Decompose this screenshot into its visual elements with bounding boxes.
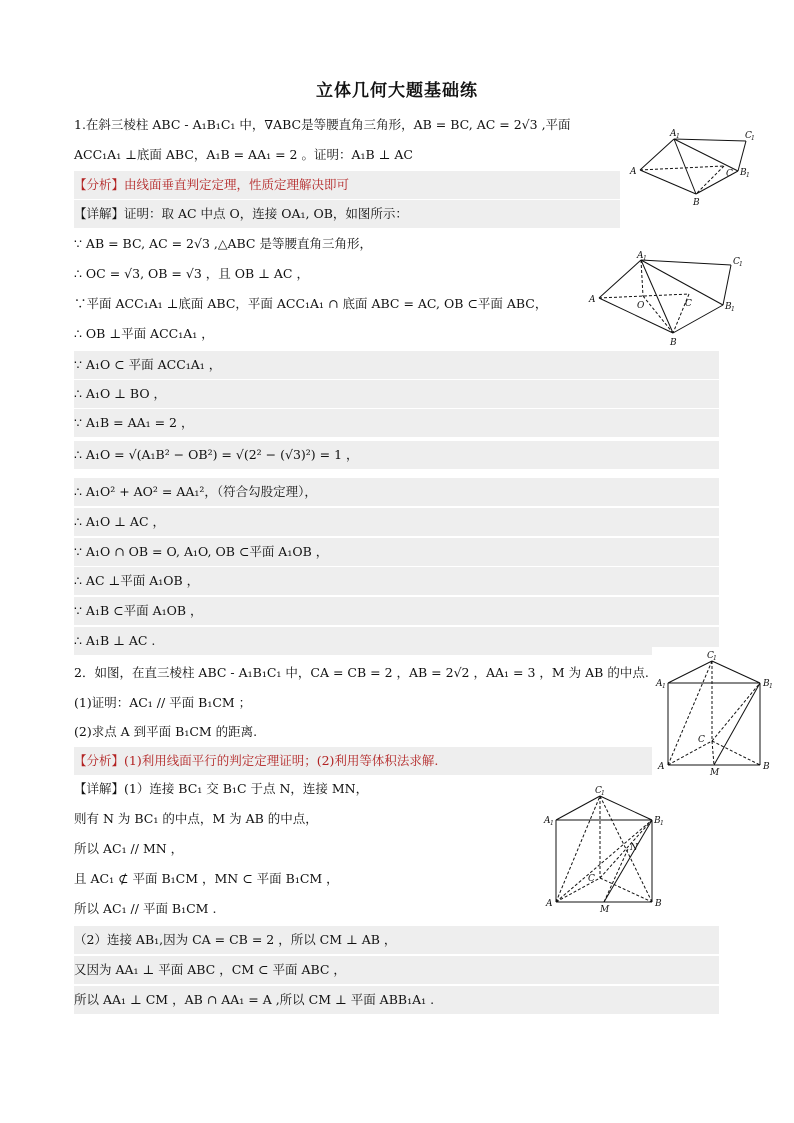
detail-2-line-1: 【详解】(1）连接 BC₁ 交 B₁C 于点 N，连接 MN，	[74, 781, 369, 796]
fig3-sub-b1: 1	[769, 683, 773, 690]
fig1-label-b1: B	[740, 168, 747, 178]
fig3-label-m: M	[710, 768, 720, 775]
fig3-label-a1: A	[656, 679, 663, 689]
problem-1-statement: 1.在斜三棱柱 ABC - A₁B₁C₁ 中，∇ABC是等腰直角三角形，AB = BC, AC = 2√3 ,平面	[74, 117, 571, 132]
fig1-label-b: B	[693, 198, 700, 208]
fig1-label-a1: A	[670, 129, 677, 139]
fig4-label-n: N	[630, 843, 638, 853]
fig1-sub-c1: 1	[751, 135, 755, 142]
detail-2-line-4: 且 AC₁ ⊄ 平面 B₁CM ，MN ⊂ 平面 B₁CM ，	[74, 871, 339, 886]
detail-2-line-7: 又因为 AA₁ ⊥ 平面 ABC ，CM ⊂ 平面 ABC ，	[74, 956, 719, 984]
problem-2-statement: 2．如图，在直三棱柱 ABC - A₁B₁C₁ 中，CA = CB = 2 ，AB = 2√2 ，AA₁ = 3 ，M 为 AB 的中点.	[74, 665, 649, 680]
fig1-sub-a1: 1	[676, 133, 680, 140]
proof-line-9: ∴ A₁O² + AO² = AA₁²，（符合勾股定理），	[74, 478, 719, 506]
fig2-sub-c1: 1	[739, 261, 743, 268]
problem-2-part-1: (1)证明：AC₁ // 平面 B₁CM ；	[74, 695, 252, 710]
fig4-label-a1: A	[544, 816, 551, 826]
fig2-sub-b1: 1	[731, 306, 735, 313]
fig2-label-c: C	[685, 299, 692, 309]
fig4-label-b: B	[655, 899, 662, 909]
detail-2-line-5: 所以 AC₁ // 平面 B₁CM .	[74, 901, 217, 916]
proof-line-6: ∴ A₁O ⊥ BO ，	[74, 380, 719, 408]
fig3-label-a: A	[658, 762, 665, 772]
fig3-label-b: B	[763, 762, 770, 772]
detail-2-line-8: 所以 AA₁ ⊥ CM ，AB ∩ AA₁ = A ,所以 CM ⊥ 平面 ABB₁A₁ .	[74, 986, 719, 1014]
proof-line-7: ∵ A₁B = AA₁ = 2 ，	[74, 409, 719, 437]
proof-line-8: ∴ A₁O = √(A₁B² − OB²) = √(2² − (√3)²) = 1 ，	[74, 441, 719, 469]
analysis-1-text: 【分析】由线面垂直判定定理，性质定理解决即可	[74, 177, 350, 192]
detail-2-line-6: （2）连接 AB₁,因为 CA = CB = 2 ，所以 CM ⊥ AB ，	[74, 926, 719, 954]
fig2-label-b1: B	[725, 302, 732, 312]
fig4-sub-c1: 1	[601, 790, 605, 797]
fig2-label-c1: C	[733, 257, 740, 267]
figure-oblique-prism-o	[581, 248, 766, 351]
fig2-label-a1: A	[637, 251, 644, 261]
fig4-label-a: A	[546, 899, 553, 909]
detail-2-line-2: 则有 N 为 BC₁ 的中点，M 为 AB 的中点，	[74, 811, 318, 826]
problem-1-statement-cont: ACC₁A₁ ⊥底面 ABC，A₁B = AA₁ = 2 。证明：A₁B ⊥ AC	[74, 147, 413, 162]
proof-line-10: ∴ A₁O ⊥ AC ，	[74, 508, 719, 536]
fig2-sub-a1: 1	[643, 255, 647, 262]
proof-line-1: ∵ AB = BC, AC = 2√3 ,△ABC 是等腰直角三角形，	[74, 236, 372, 251]
problem-2-part-2: (2)求点 A 到平面 B₁CM 的距离.	[74, 724, 258, 739]
analysis-2	[74, 747, 655, 775]
fig4-label-c: C	[588, 874, 595, 884]
fig4-label-m: M	[600, 905, 610, 915]
figure-oblique-prism	[626, 124, 776, 209]
fig1-label-c1: C	[745, 131, 752, 141]
proof-line-4: ∴ OB ⊥平面 ACC₁A₁ ，	[74, 326, 214, 341]
fig4-sub-a1: 1	[550, 820, 554, 827]
fig3-label-c: C	[698, 735, 705, 745]
figure-right-prism	[652, 647, 782, 775]
fig4-label-c1: C	[595, 786, 602, 796]
proof-line-5: ∵ A₁O ⊂ 平面 ACC₁A₁ ，	[74, 351, 719, 379]
fig3-label-b1: B	[763, 679, 770, 689]
fig3-label-c1: C	[707, 651, 714, 661]
fig2-label-a: A	[589, 295, 596, 305]
proof-line-14: ∴ A₁B ⊥ AC .	[74, 627, 719, 655]
fig3-sub-a1: 1	[662, 683, 666, 690]
proof-line-11: ∵ A₁O ∩ OB = O, A₁O, OB ⊂平面 A₁OB ，	[74, 538, 719, 566]
analysis-1	[74, 171, 620, 199]
fig2-label-b: B	[670, 338, 677, 348]
fig1-label-a: A	[630, 167, 637, 177]
fig4-sub-b1: 1	[660, 820, 664, 827]
detail-1-start: 【详解】证明：取 AC 中点 O，连接 OA₁, OB，如图所示：	[74, 200, 620, 228]
proof-line-12: ∴ AC ⊥平面 A₁OB ，	[74, 567, 719, 595]
proof-line-3: ∵平面 ACC₁A₁ ⊥底面 ABC，平面 ACC₁A₁ ∩ 底面 ABC = AC, OB ⊂平面 ABC，	[74, 296, 548, 311]
fig4-label-b1: B	[654, 816, 661, 826]
proof-line-13: ∵ A₁B ⊂平面 A₁OB ，	[74, 597, 719, 625]
analysis-2-text: 【分析】(1)利用线面平行的判定定理证明；(2)利用等体积法求解.	[74, 753, 439, 768]
detail-2-line-3: 所以 AC₁ // MN ，	[74, 841, 184, 856]
proof-line-2: ∴ OC = √3, OB = √3 ，且 OB ⊥ AC ，	[74, 266, 309, 281]
fig3-sub-c1: 1	[713, 655, 717, 662]
fig2-label-o: O	[637, 301, 645, 311]
figure-right-prism-n	[534, 780, 674, 918]
fig1-label-c: C	[726, 169, 733, 179]
page-title: 立体几何大题基础练	[316, 81, 478, 101]
fig1-sub-b1: 1	[746, 172, 750, 179]
